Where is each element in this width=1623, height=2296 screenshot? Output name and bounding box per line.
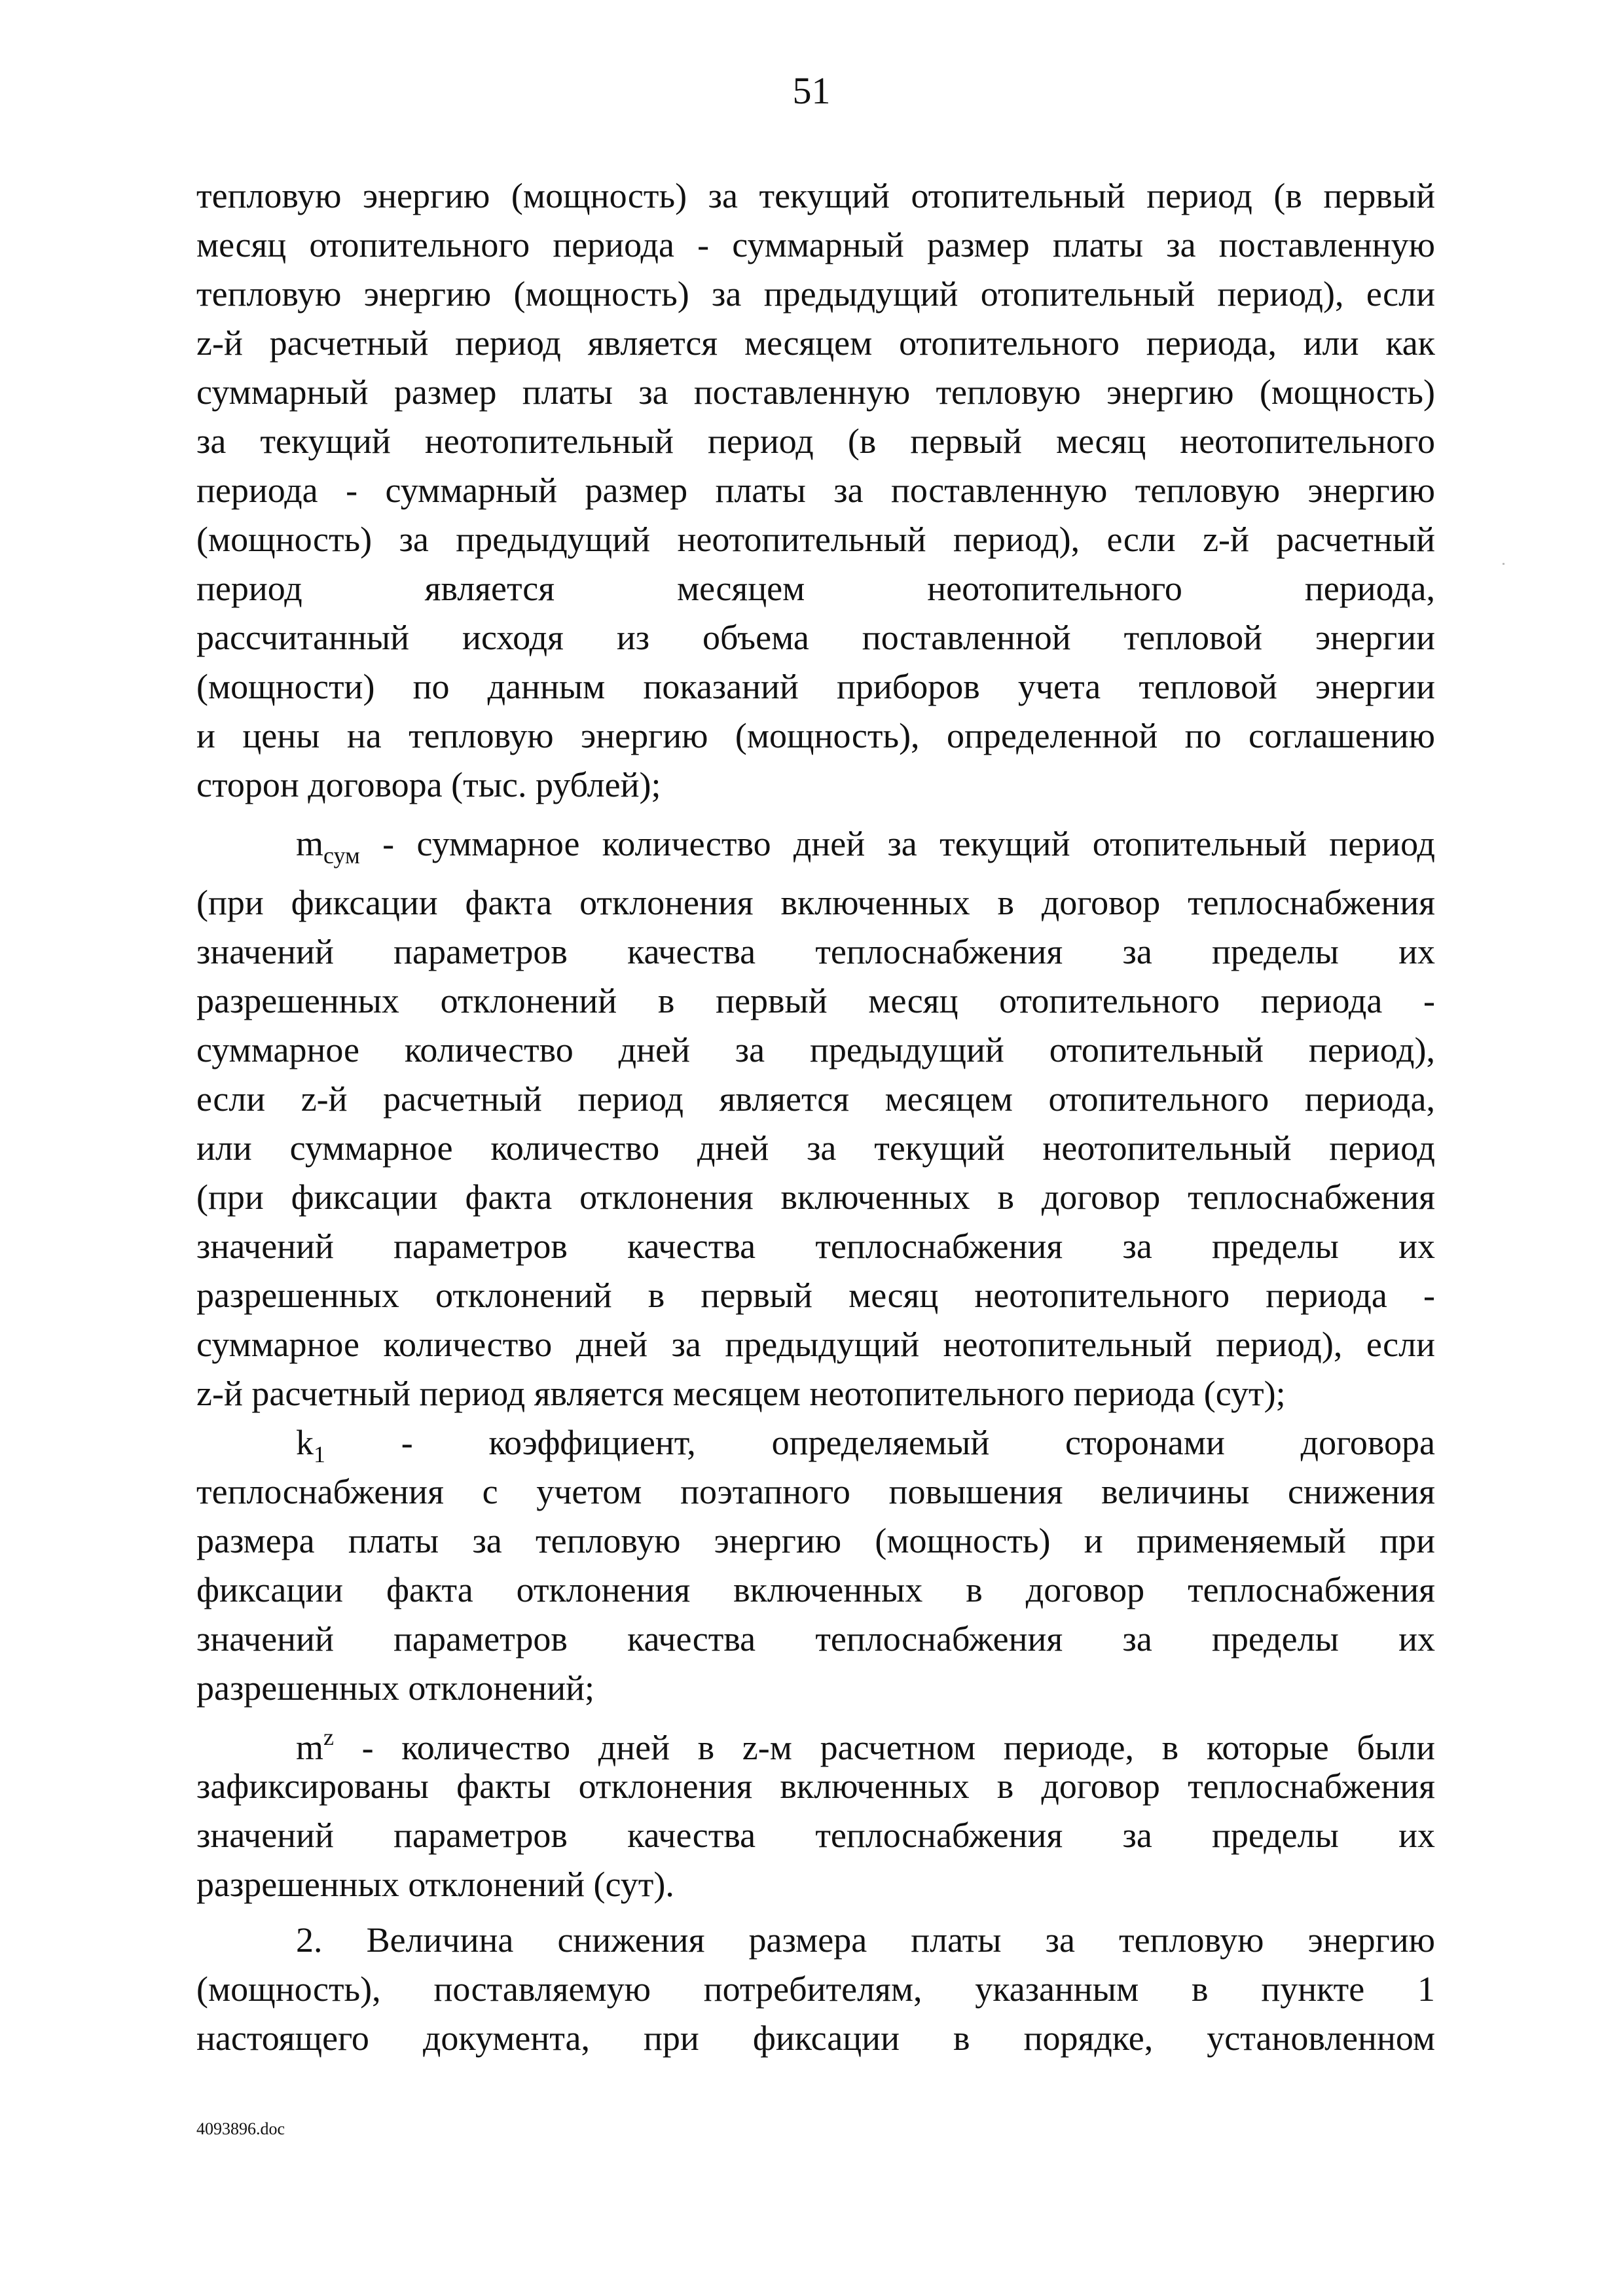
symbol-m: m: [296, 1728, 324, 1767]
text-line: разрешенных отклонений в первый месяц отопительного периода -: [196, 981, 1435, 1020]
text-line: рассчитанный исходя из объема поставленной тепловой энергии: [196, 618, 1435, 657]
intro-paragraph: [196, 171, 1435, 810]
page-number: 51: [792, 69, 831, 112]
text-line: суммарный размер платы за поставленную тепловую энергию (мощность): [196, 372, 1435, 412]
text-line: значений параметров качества теплоснабжения за пределы их: [196, 1619, 1435, 1659]
definition-text: - количество дней в z-м расчетном периоде, в которые были: [334, 1728, 1435, 1767]
text-line: настоящего документа, при фиксации в порядке, установленном: [196, 2018, 1435, 2058]
text-line: (при фиксации факта отклонения включенных в договор теплоснабжения: [196, 1177, 1435, 1217]
text-line: значений параметров качества теплоснабжения за пределы их: [196, 1816, 1435, 1855]
subscript-sum: сум: [323, 842, 360, 869]
text-line: и цены на тепловую энергию (мощность), определенной по соглашению: [196, 716, 1435, 755]
text-line: период является месяцем неотопительного периода,: [196, 569, 1435, 608]
paragraph-2-first-line: 2. Величина снижения размера платы за тепловую энергию: [296, 1920, 1435, 1960]
text-line: размера платы за тепловую энергию (мощность) и применяемый при: [196, 1521, 1435, 1560]
text-line: месяц отопительного периода - суммарный размер платы за поставленную: [196, 225, 1435, 264]
definition-msum-first-line: [196, 819, 1435, 878]
text-line: или суммарное количество дней за текущий неотопительный период: [196, 1128, 1435, 1168]
document-footer: 4093896.doc: [196, 2119, 285, 2138]
text-line: z-й расчетный период является месяцем отопительного периода, или как: [196, 323, 1435, 363]
subscript-1: 1: [314, 1441, 325, 1467]
superscript-z: z: [323, 1724, 334, 1750]
text-line: суммарное количество дней за предыдущий неотопительный период), если: [196, 1325, 1435, 1364]
text-line: сторон договора (тыс. рублей);: [196, 765, 661, 804]
text-line: теплоснабжения с учетом поэтапного повышения величины снижения: [196, 1472, 1435, 1511]
text-line: фиксации факта отклонения включенных в договор теплоснабжения: [196, 1570, 1435, 1609]
text-line: тепловую энергию (мощность) за предыдущий отопительный период), если: [196, 274, 1435, 314]
text-line: за текущий неотопительный период (в первый месяц неотопительного: [196, 422, 1435, 461]
text-line: (мощность) за предыдущий неотопительный период), если z-й расчетный: [196, 520, 1435, 559]
symbol-m: m: [296, 824, 324, 863]
text-line: значений параметров качества теплоснабжения за пределы их: [196, 1227, 1435, 1266]
text-line: (мощность), поставляемую потребителям, указанным в пункте 1: [196, 1969, 1435, 2009]
definition-text: - суммарное количество дней за текущий отопительный период: [359, 824, 1435, 863]
text-line: (при фиксации факта отклонения включенных в договор теплоснабжения: [196, 883, 1435, 922]
text-line: значений параметров качества теплоснабжения за пределы их: [196, 932, 1435, 971]
scan-speck: [1503, 563, 1504, 565]
text-line: z-й расчетный период является месяцем неотопительного периода (сут);: [196, 1374, 1286, 1413]
text-line: разрешенных отклонений в первый месяц неотопительного периода -: [196, 1276, 1435, 1315]
text-line: если z-й расчетный период является месяцем отопительного периода,: [196, 1079, 1435, 1119]
text-line: зафиксированы факты отклонения включенных в договор теплоснабжения: [196, 1767, 1435, 1806]
symbol-k: k: [296, 1423, 314, 1462]
definition-mz-first-line: [196, 1713, 1435, 1767]
definition-text: - коэффициент, определяемый сторонами договора: [325, 1423, 1435, 1462]
text-line: (мощности) по данным показаний приборов учета тепловой энергии: [196, 667, 1435, 706]
text-line: тепловую энергию (мощность) за текущий отопительный период (в первый: [196, 176, 1435, 215]
text-line: разрешенных отклонений (сут).: [196, 1865, 674, 1904]
definition-k1-first-line: [196, 1418, 1435, 1467]
definitions: [196, 819, 1435, 2063]
text-line: разрешенных отклонений;: [196, 1668, 595, 1708]
text-line: суммарное количество дней за предыдущий отопительный период),: [196, 1030, 1435, 1069]
text-line: периода - суммарный размер платы за поставленную тепловую энергию: [196, 471, 1435, 510]
